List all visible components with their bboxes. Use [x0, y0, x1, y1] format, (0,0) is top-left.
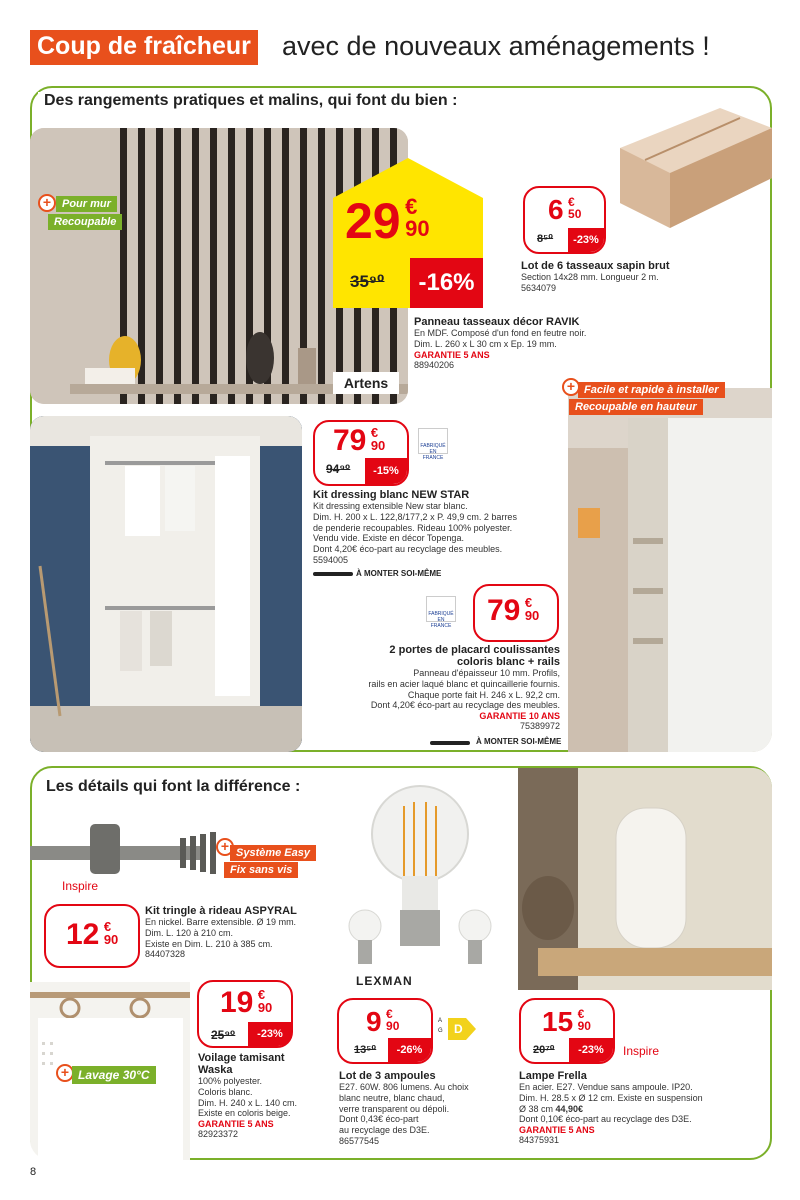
energy-class: D [454, 1022, 463, 1036]
tringle-tag-novis: Fix sans vis [224, 862, 298, 878]
lampe-photo [518, 768, 772, 990]
tringle-image [30, 818, 220, 878]
portes-tag-cuttable: Recoupable en hauteur [569, 399, 703, 415]
lampe-old-price: 20⁷⁰ [533, 1044, 555, 1056]
tasseaux-image [610, 108, 772, 228]
voilage-price: 19 € 90 [220, 986, 273, 1019]
ravik-title: Panneau tasseaux décor RAVIK [414, 316, 580, 328]
ravik-old-price: 35⁹⁰ [350, 272, 385, 291]
lampe-discount: -23% [569, 1038, 613, 1062]
ravik-price-dec: 90 [405, 216, 430, 241]
newstar-old-price: 94⁹⁰ [326, 462, 351, 476]
screwdriver-icon [313, 572, 353, 576]
portes-assembly: À MONTER SOI-MÊME [476, 737, 562, 746]
dressing-photo [30, 416, 302, 752]
portes-tag-easy: Facile et rapide à installer [578, 382, 725, 398]
tringle-tag-easy: Système Easy [230, 845, 316, 861]
portes-photo [568, 388, 772, 752]
section-details-title: Les détails qui font la différence : [40, 778, 306, 796]
ampoules-image [340, 776, 500, 976]
artens-logo: Artens [333, 372, 399, 394]
newstar-assembly: À MONTER SOI-MÊME [356, 569, 442, 578]
voilage-old-price: 25⁹⁰ [211, 1028, 236, 1042]
plus-icon: + [56, 1064, 74, 1082]
section-storage-title: Des rangements pratiques et malins, qui font du bien : [38, 92, 463, 110]
tasseaux-old-price: 8⁵⁰ [537, 233, 554, 245]
ravik-price-cur: € [405, 194, 418, 219]
france-flag-icon: FABRIQUÉ EN FRANCE [418, 428, 448, 454]
tasseaux-discount: -23% [568, 228, 604, 252]
voilage-discount: -23% [248, 1022, 292, 1046]
france-flag-icon: FABRIQUÉ EN FRANCE [426, 596, 456, 622]
dressing-image [30, 416, 302, 752]
header-text: avec de nouveaux aménagements ! [282, 31, 710, 61]
ravik-discount: -16% [410, 258, 483, 308]
ampoules-old-price: 13⁵⁰ [354, 1044, 377, 1056]
portes-image [568, 388, 772, 752]
lampe-price: 15 € 90 [542, 1006, 591, 1037]
voilage-info: Voilage tamisant Waska 100% polyester. Coloris blanc. Dim. H. 240 x L. 140 cm. Existe en coloris beige. GARANTIE 5 ANS 82923372 [198, 1052, 298, 1140]
newstar-discount: -15% [365, 458, 407, 484]
page-number: 8 [30, 1166, 37, 1178]
tringle-price: 12 € 90 [66, 918, 119, 951]
lampe-info: Lampe Frella En acier. E27. Vendue sans ampoule. IP20. Dim. H. 28.5 x Ø 12 cm. Existe en suspension Ø 38 cm 44,90€ Dont 0,10€ éco-part au recyclage des D3E. GARANTIE 5 ANS 84375931 [519, 1070, 703, 1146]
lampe-image [518, 768, 772, 990]
plus-icon: + [38, 194, 56, 212]
lampe-brand-inspire: Inspire [623, 1044, 660, 1058]
ravik-price-int: 29 [345, 193, 401, 249]
ravik-tag-wall: Pour mur [56, 196, 117, 212]
tringle-brand-inspire: Inspire [62, 879, 99, 893]
ravik-tag-cuttable: Recoupable [48, 214, 122, 230]
tringle-info: Kit tringle à rideau ASPYRAL En nickel. Barre extensible. Ø 19 mm. Dim. L. 120 à 210 cm. Existe en Dim. L. 210 à 385 cm. 84407328 [145, 905, 297, 960]
portes-info: 2 portes de placard coulissantes coloris blanc + rails Panneau d'épaisseur 10 mm. Profils, rails en acier laqué blanc et quincaillerie fournis. Chaque porte fait H. 246 x L. 92,2 cm. Dont 4,20€ éco-part au recyclage des meubles. GARANTIE 10 ANS 75389972 [368, 644, 560, 732]
newstar-info: Kit dressing blanc NEW STAR Kit dressing extensible New star blanc. Dim. H. 200 x L. 122,8/177,2 x P. 49,9 cm. 2 barres de penderie recoupables. Rideau 100% polyester. Vendu vide. Existe en décor Topenga. Dont 4,20€ éco-part au recyclage des meubles. 5594005 [313, 489, 517, 565]
portes-price: 79 € 90 [487, 594, 540, 627]
ravik-info: Panneau tasseaux décor RAVIK En MDF. Composé d'un fond en feutre noir. Dim. L. 260 x L 30 cm x Ep. 19 mm. GARANTIE 5 ANS 88940206 [414, 316, 587, 370]
energy-scale: A G [438, 1018, 443, 1034]
ampoules-discount: -26% [388, 1038, 431, 1062]
plus-icon: + [216, 838, 234, 856]
tasseaux-price: 6 € 50 [548, 194, 582, 225]
plus-icon: + [562, 378, 580, 396]
header-badge: Coup de fraîcheur [30, 30, 258, 65]
ampoules-info: Lot de 3 ampoules E27. 60W. 806 lumens. Au choix blanc neutre, blanc chaud, verre transparent ou dépoli. Dont 0,43€ éco-part au recyclage des D3E. 86577545 [339, 1070, 469, 1146]
voilage-tag-wash: Lavage 30°C [72, 1066, 156, 1084]
screwdriver-icon [430, 741, 470, 745]
ravik-price [345, 193, 430, 249]
ampoules-price: 9 € 90 [366, 1006, 400, 1037]
lexman-logo: LEXMAN [356, 974, 413, 988]
tasseaux-info: Lot de 6 tasseaux sapin brut Section 14x28 mm. Longueur 2 m. 5634079 [521, 260, 670, 293]
newstar-price: 79 € 90 [333, 424, 386, 457]
